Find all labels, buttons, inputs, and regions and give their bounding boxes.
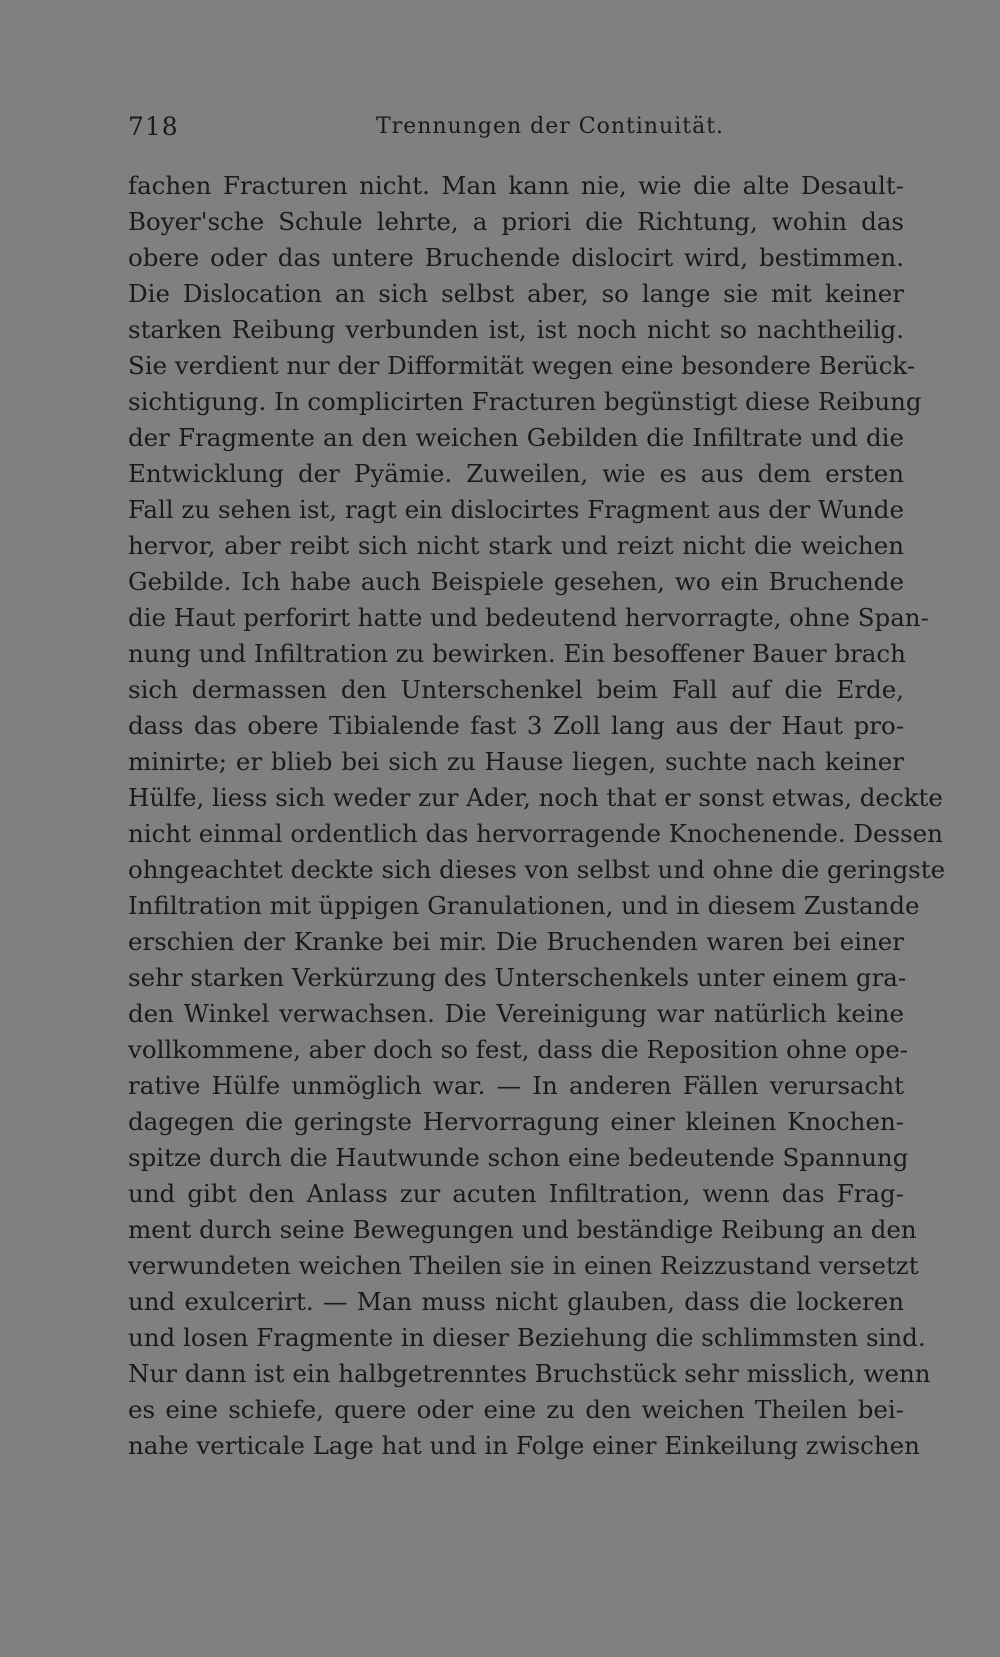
body-text	[128, 168, 946, 1464]
running-head: Trennungen der Continuität.	[376, 114, 725, 139]
text-line: dass das obere Tibialende fast 3 Zoll lang aus der Haut pro-	[128, 711, 904, 740]
text-line: sehr starken Verkürzung des Unterschenkels unter einem gra-	[128, 963, 907, 992]
text-line: Sie verdient nur der Difformität wegen eine besondere Berück-	[128, 351, 916, 380]
text-line: nicht einmal ordentlich das hervorragende Knochenende. Dessen	[128, 819, 943, 848]
text-line: Nur dann ist ein halbgetrenntes Bruchstück sehr misslich, wenn	[128, 1359, 931, 1388]
text-line: verwundeten weichen Theilen sie in einen Reizzustand versetzt	[128, 1251, 919, 1280]
text-line: minirte; er blieb bei sich zu Hause liegen, suchte nach keiner	[128, 747, 904, 776]
text-line: es eine schiefe, quere oder eine zu den weichen Theilen bei-	[128, 1395, 904, 1424]
text-line: spitze durch die Hautwunde schon eine bedeutende Spannung	[128, 1143, 909, 1172]
page-number: 718	[128, 112, 179, 141]
text-line: Fall zu sehen ist, ragt ein dislocirtes Fragment aus der Wunde	[128, 495, 904, 524]
text-line: und losen Fragmente in dieser Beziehung die schlimmsten sind.	[128, 1323, 926, 1352]
text-line: sich dermassen den Unterschenkel beim Fall auf die Erde,	[128, 675, 904, 704]
text-line: und gibt den Anlass zur acuten Infiltration, wenn das Frag-	[128, 1179, 904, 1208]
text-line: Gebilde. Ich habe auch Beispiele gesehen, wo ein Bruchende	[128, 567, 904, 596]
text-line: ment durch seine Bewegungen und beständige Reibung an den	[128, 1215, 917, 1244]
text-line: Boyer'sche Schule lehrte, a priori die Richtung, wohin das	[128, 207, 904, 236]
text-line: und exulcerirt. — Man muss nicht glauben, dass die lockeren	[128, 1287, 904, 1316]
text-line: den Winkel verwachsen. Die Vereinigung war natürlich keine	[128, 999, 904, 1028]
text-line: Entwicklung der Pyämie. Zuweilen, wie es aus dem ersten	[128, 459, 904, 488]
text-line: der Fragmente an den weichen Gebilden die Infiltrate und die	[128, 423, 904, 452]
text-line: vollkommene, aber doch so fest, dass die Reposition ohne ope-	[128, 1035, 908, 1064]
text-line: starken Reibung verbunden ist, ist noch nicht so nachtheilig.	[128, 315, 904, 344]
text-line: erschien der Kranke bei mir. Die Bruchenden waren bei einer	[128, 927, 904, 956]
text-line: Hülfe, liess sich weder zur Ader, noch that er sonst etwas, deckte	[128, 783, 943, 812]
text-line: Die Dislocation an sich selbst aber, so lange sie mit keiner	[128, 279, 904, 308]
text-line: die Haut perforirt hatte und bedeutend hervorragte, ohne Span-	[128, 603, 929, 632]
text-line: obere oder das untere Bruchende dislocirt wird, bestimmen.	[128, 243, 904, 272]
text-line: ohngeachtet deckte sich dieses von selbst und ohne die geringste	[128, 855, 946, 884]
text-line: Infiltration mit üppigen Granulationen, und in diesem Zustande	[128, 891, 920, 920]
page-header	[128, 112, 908, 152]
text-line: nung und Infiltration zu bewirken. Ein besoffener Bauer brach	[128, 639, 906, 668]
text-line: fachen Fracturen nicht. Man kann nie, wie die alte Desault-	[128, 171, 904, 200]
text-line: dagegen die geringste Hervorragung einer kleinen Knochen-	[128, 1107, 904, 1136]
text-line: rative Hülfe unmöglich war. — In anderen Fällen verursacht	[128, 1071, 904, 1100]
text-line: nahe verticale Lage hat und in Folge einer Einkeilung zwischen	[128, 1431, 920, 1460]
text-line: hervor, aber reibt sich nicht stark und reizt nicht die weichen	[128, 531, 904, 560]
text-line: sichtigung. In complicirten Fracturen begünstigt diese Reibung	[128, 387, 922, 416]
